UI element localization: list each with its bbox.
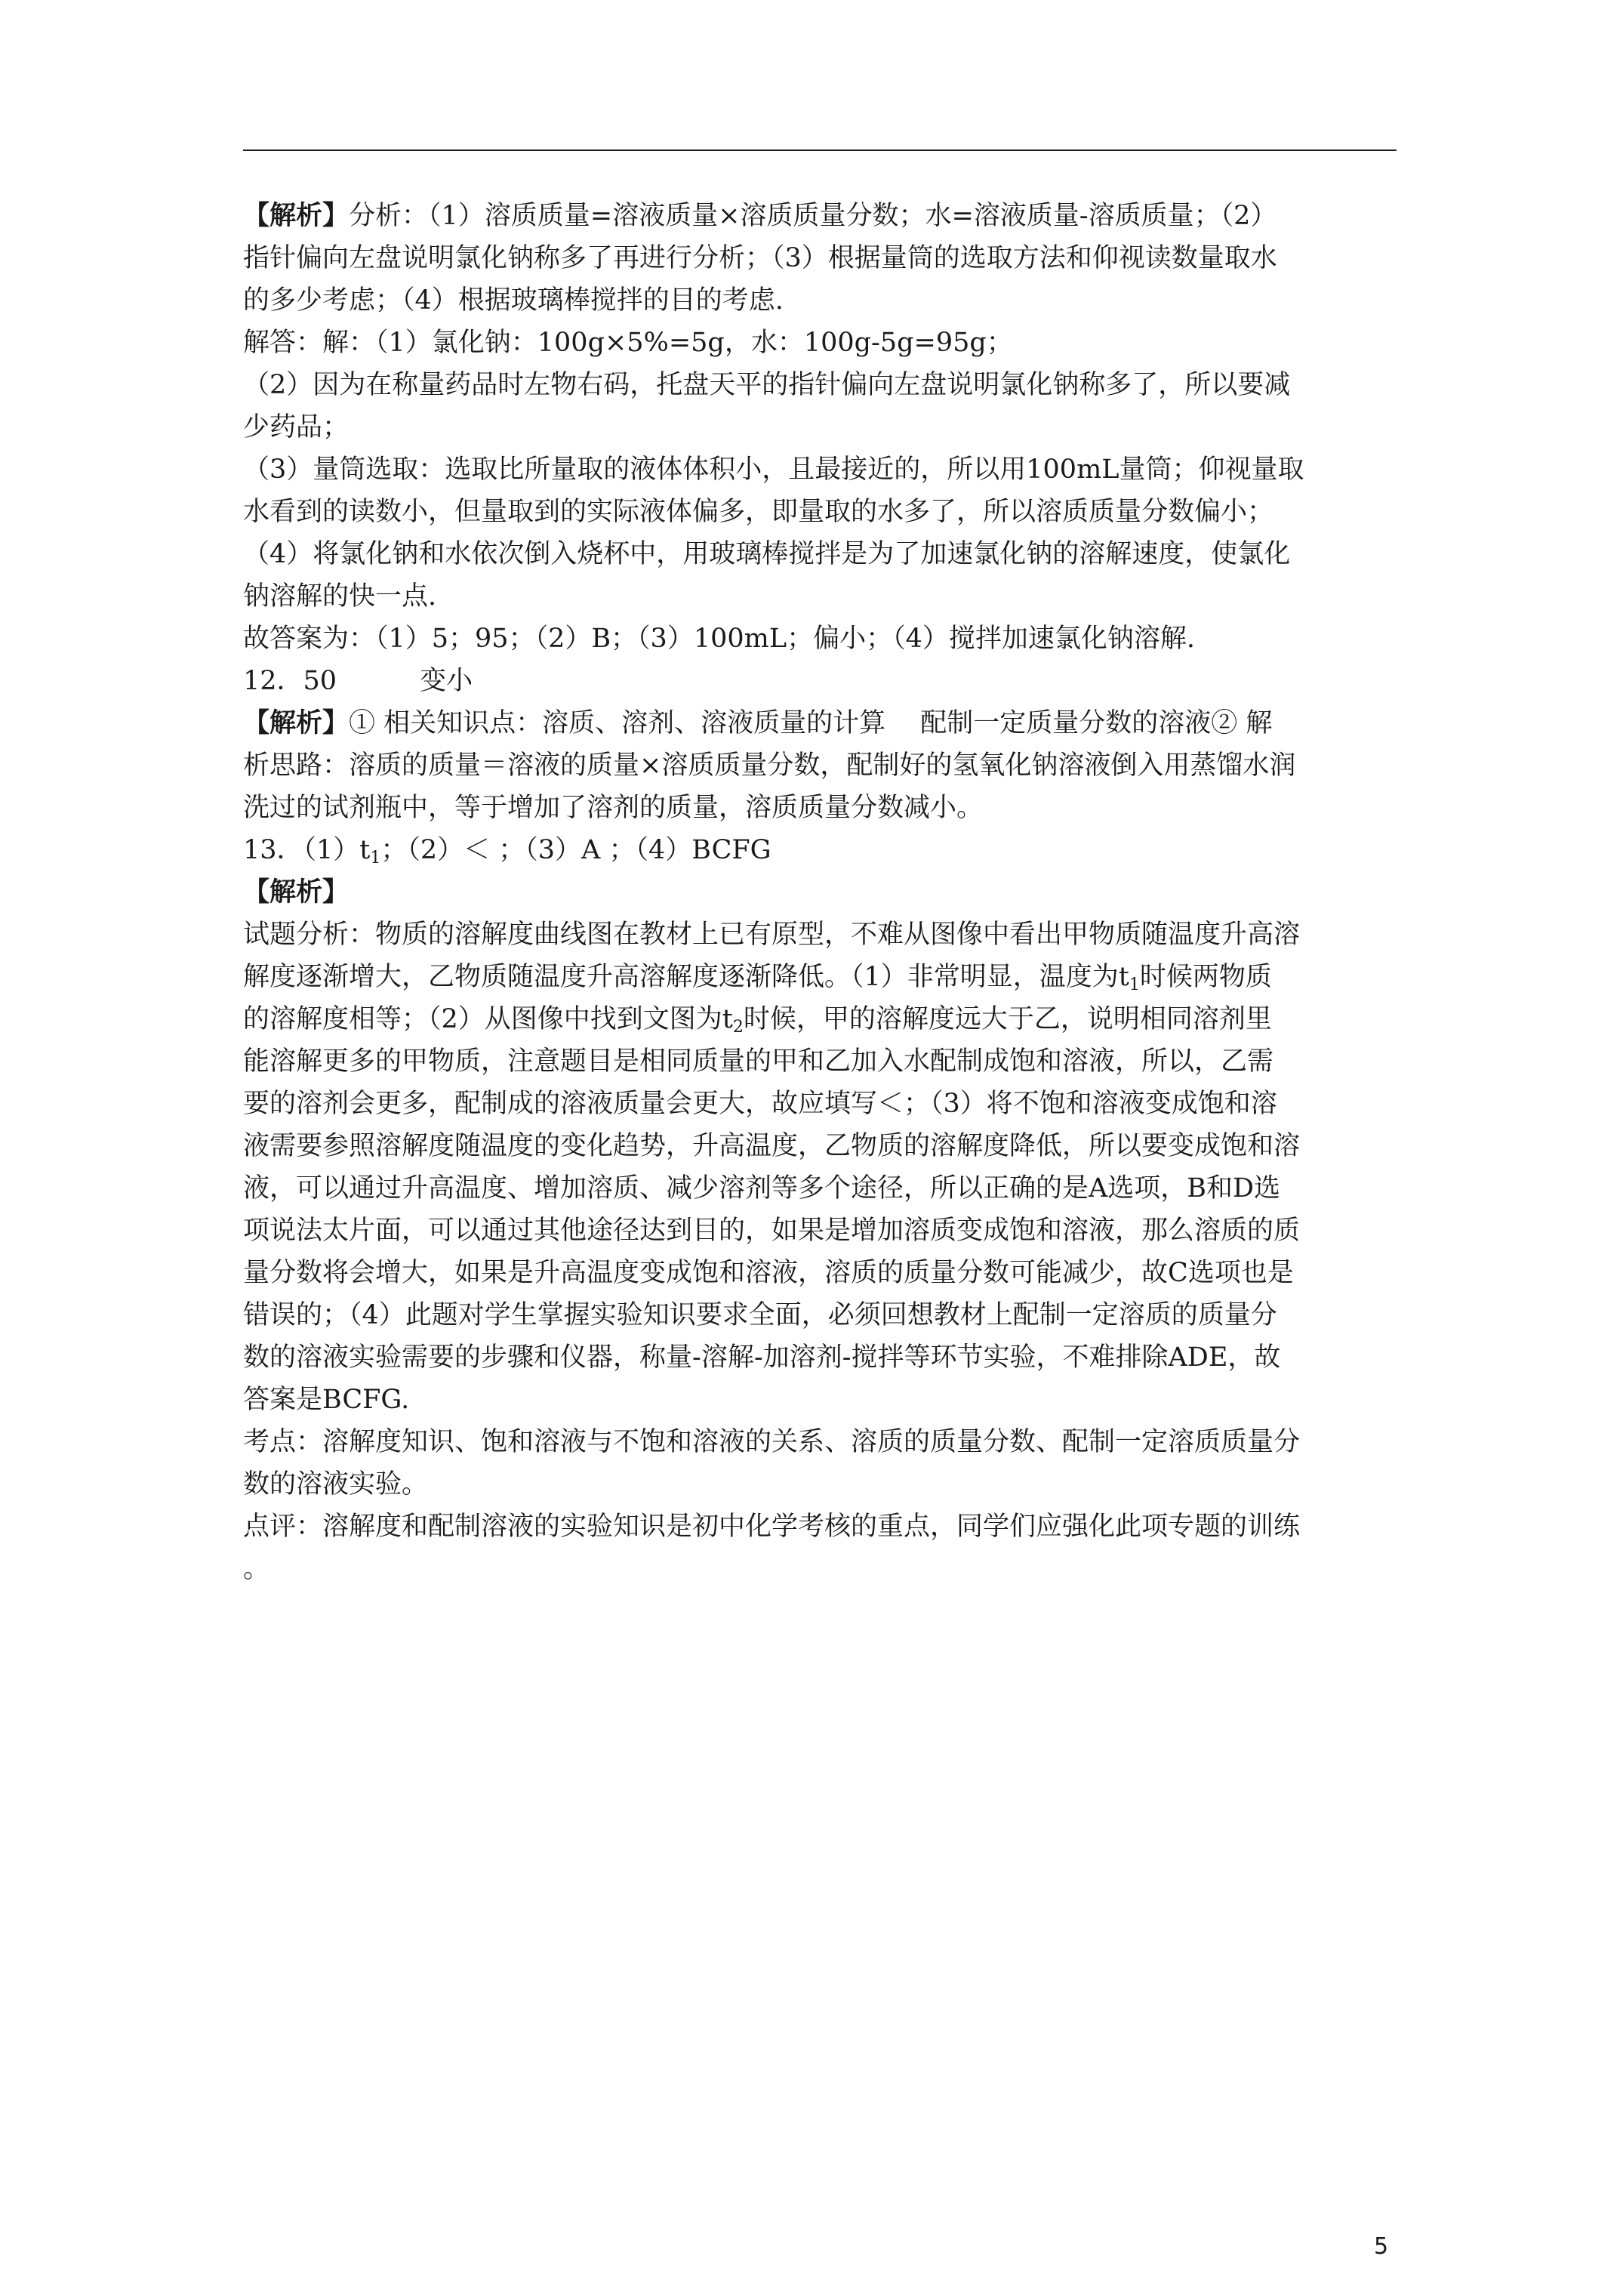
page-number: 5 bbox=[1374, 2233, 1389, 2260]
answer-line: 故答案为：（1）5；95；（2）B；（3）100mL；偏小；（4）搅拌加速氯化钠溶解. bbox=[243, 624, 1195, 654]
solution-line: （3）量筒选取：选取比所量取的液体体积小，且最接近的，所以用100mL量筒；仰视量取 bbox=[243, 455, 1304, 485]
key-points-line: 数的溶液实验。 bbox=[243, 1469, 429, 1499]
document-body bbox=[243, 195, 1397, 1590]
analysis-line: 要的溶剂会更多，配制成的溶液质量会更大，故应填写＜；（3）将不饱和溶液变成饱和溶 bbox=[243, 1089, 1277, 1119]
question-12-answer: 12．50 变小 bbox=[243, 666, 473, 696]
analysis-line: 答案是BCFG. bbox=[243, 1385, 410, 1415]
comment-line: 点评：溶解度和配制溶液的实验知识是初中化学考核的重点，同学们应强化此项专题的训练 bbox=[243, 1512, 1301, 1542]
header-rule bbox=[243, 149, 1397, 151]
solution-line: 少药品； bbox=[243, 412, 350, 442]
analysis-line: 液需要参照溶解度随温度的变化趋势，升高温度，乙物质的溶解度降低，所以要变成饱和溶 bbox=[243, 1131, 1301, 1161]
solution-line: 水看到的读数小，但量取到的实际液体偏多，即量取的水多了，所以溶质质量分数偏小； bbox=[243, 497, 1274, 527]
solution-line: 钠溶解的快一点. bbox=[243, 581, 437, 612]
analysis-line: 数的溶液实验需要的步骤和仪器，称量-溶解-加溶剂-搅拌等环节实验，不难排除ADE，故 bbox=[243, 1342, 1281, 1373]
analysis-line: 的溶解度相等；（2）从图像中找到文图为$t_2$时候，甲的溶解度远大于乙，说明相同溶剂里 bbox=[243, 1004, 1272, 1037]
analysis-line: 量分数将会增大，如果是升高温度变成饱和溶液，溶质的质量分数可能减少，故C选项也是 bbox=[243, 1258, 1294, 1288]
analysis-line: 项说法太片面，可以通过其他途径达到目的，如果是增加溶质变成饱和溶液，那么溶质的质 bbox=[243, 1216, 1301, 1246]
analysis-line: 试题分析：物质的溶解度曲线图在教材上已有原型，不难从图像中看出甲物质随温度升高溶 bbox=[243, 920, 1301, 950]
comment-line: 。 bbox=[243, 1554, 270, 1584]
analysis-line: 洗过的试剂瓶中，等于增加了溶剂的质量，溶质质量分数减小。 bbox=[243, 793, 984, 823]
analysis-line: 错误的；（4）此题对学生掌握实验知识要求全面，必须回想教材上配制一定溶质的质量分 bbox=[243, 1300, 1277, 1330]
analysis-line: 的多少考虑；（4）根据玻璃棒搅拌的目的考虑. bbox=[243, 285, 784, 316]
analysis-line: 析思路：溶质的质量＝溶液的质量×溶质质量分数，配制好的氢氧化钠溶液倒入用蒸馏水润 bbox=[243, 750, 1296, 781]
question-13-answer: 13．$(1)t_1$；（2）＜ ；（3）A ；（4）BCFG bbox=[243, 835, 771, 868]
analysis-line: 解度逐渐增大，乙物质随温度升高溶解度逐渐降低。（1）非常明显，温度为$t_1$时候两物质 bbox=[243, 962, 1272, 994]
solution-line: （4）将氯化钠和水依次倒入烧杯中，用玻璃棒搅拌是为了加速氯化钠的溶解速度，使氯化 bbox=[243, 539, 1291, 569]
analysis-line: 液，可以通过升高温度、增加溶质、减少溶剂等多个途径，所以正确的是A选项，B和D选 bbox=[243, 1173, 1281, 1203]
analysis-tag: 【解析】 bbox=[243, 707, 350, 738]
analysis-line: 指针偏向左盘说明氯化钠称多了再进行分析；（3）根据量筒的选取方法和仰视读数量取水 bbox=[243, 243, 1277, 273]
solution-line: 解答：解：（1）氯化钠：100g×5%=5g，水：100g-5g=95g； bbox=[243, 328, 1013, 358]
solution-line: （2）因为在称量药品时左物右码，托盘天平的指针偏向左盘说明氯化钠称多了，所以要减 bbox=[243, 370, 1291, 400]
analysis-line: 【解析】分析：（1）溶质质量=溶液质量×溶质质量分数；水=溶液质量-溶质质量；（2） bbox=[243, 200, 1277, 231]
key-points-line: 考点：溶解度知识、饱和溶液与不饱和溶液的关系、溶质的质量分数、配制一定溶质质量分 bbox=[243, 1427, 1301, 1457]
analysis-tag: 【解析】 bbox=[243, 877, 350, 908]
analysis-line: 【解析】① 相关知识点：溶质、溶剂、溶液质量的计算 配制一定质量分数的溶液② 解 bbox=[243, 707, 1273, 738]
analysis-line: 能溶解更多的甲物质，注意题目是相同质量的甲和乙加入水配制成饱和溶液，所以，乙需 bbox=[243, 1046, 1274, 1077]
analysis-tag: 【解析】 bbox=[243, 200, 350, 231]
